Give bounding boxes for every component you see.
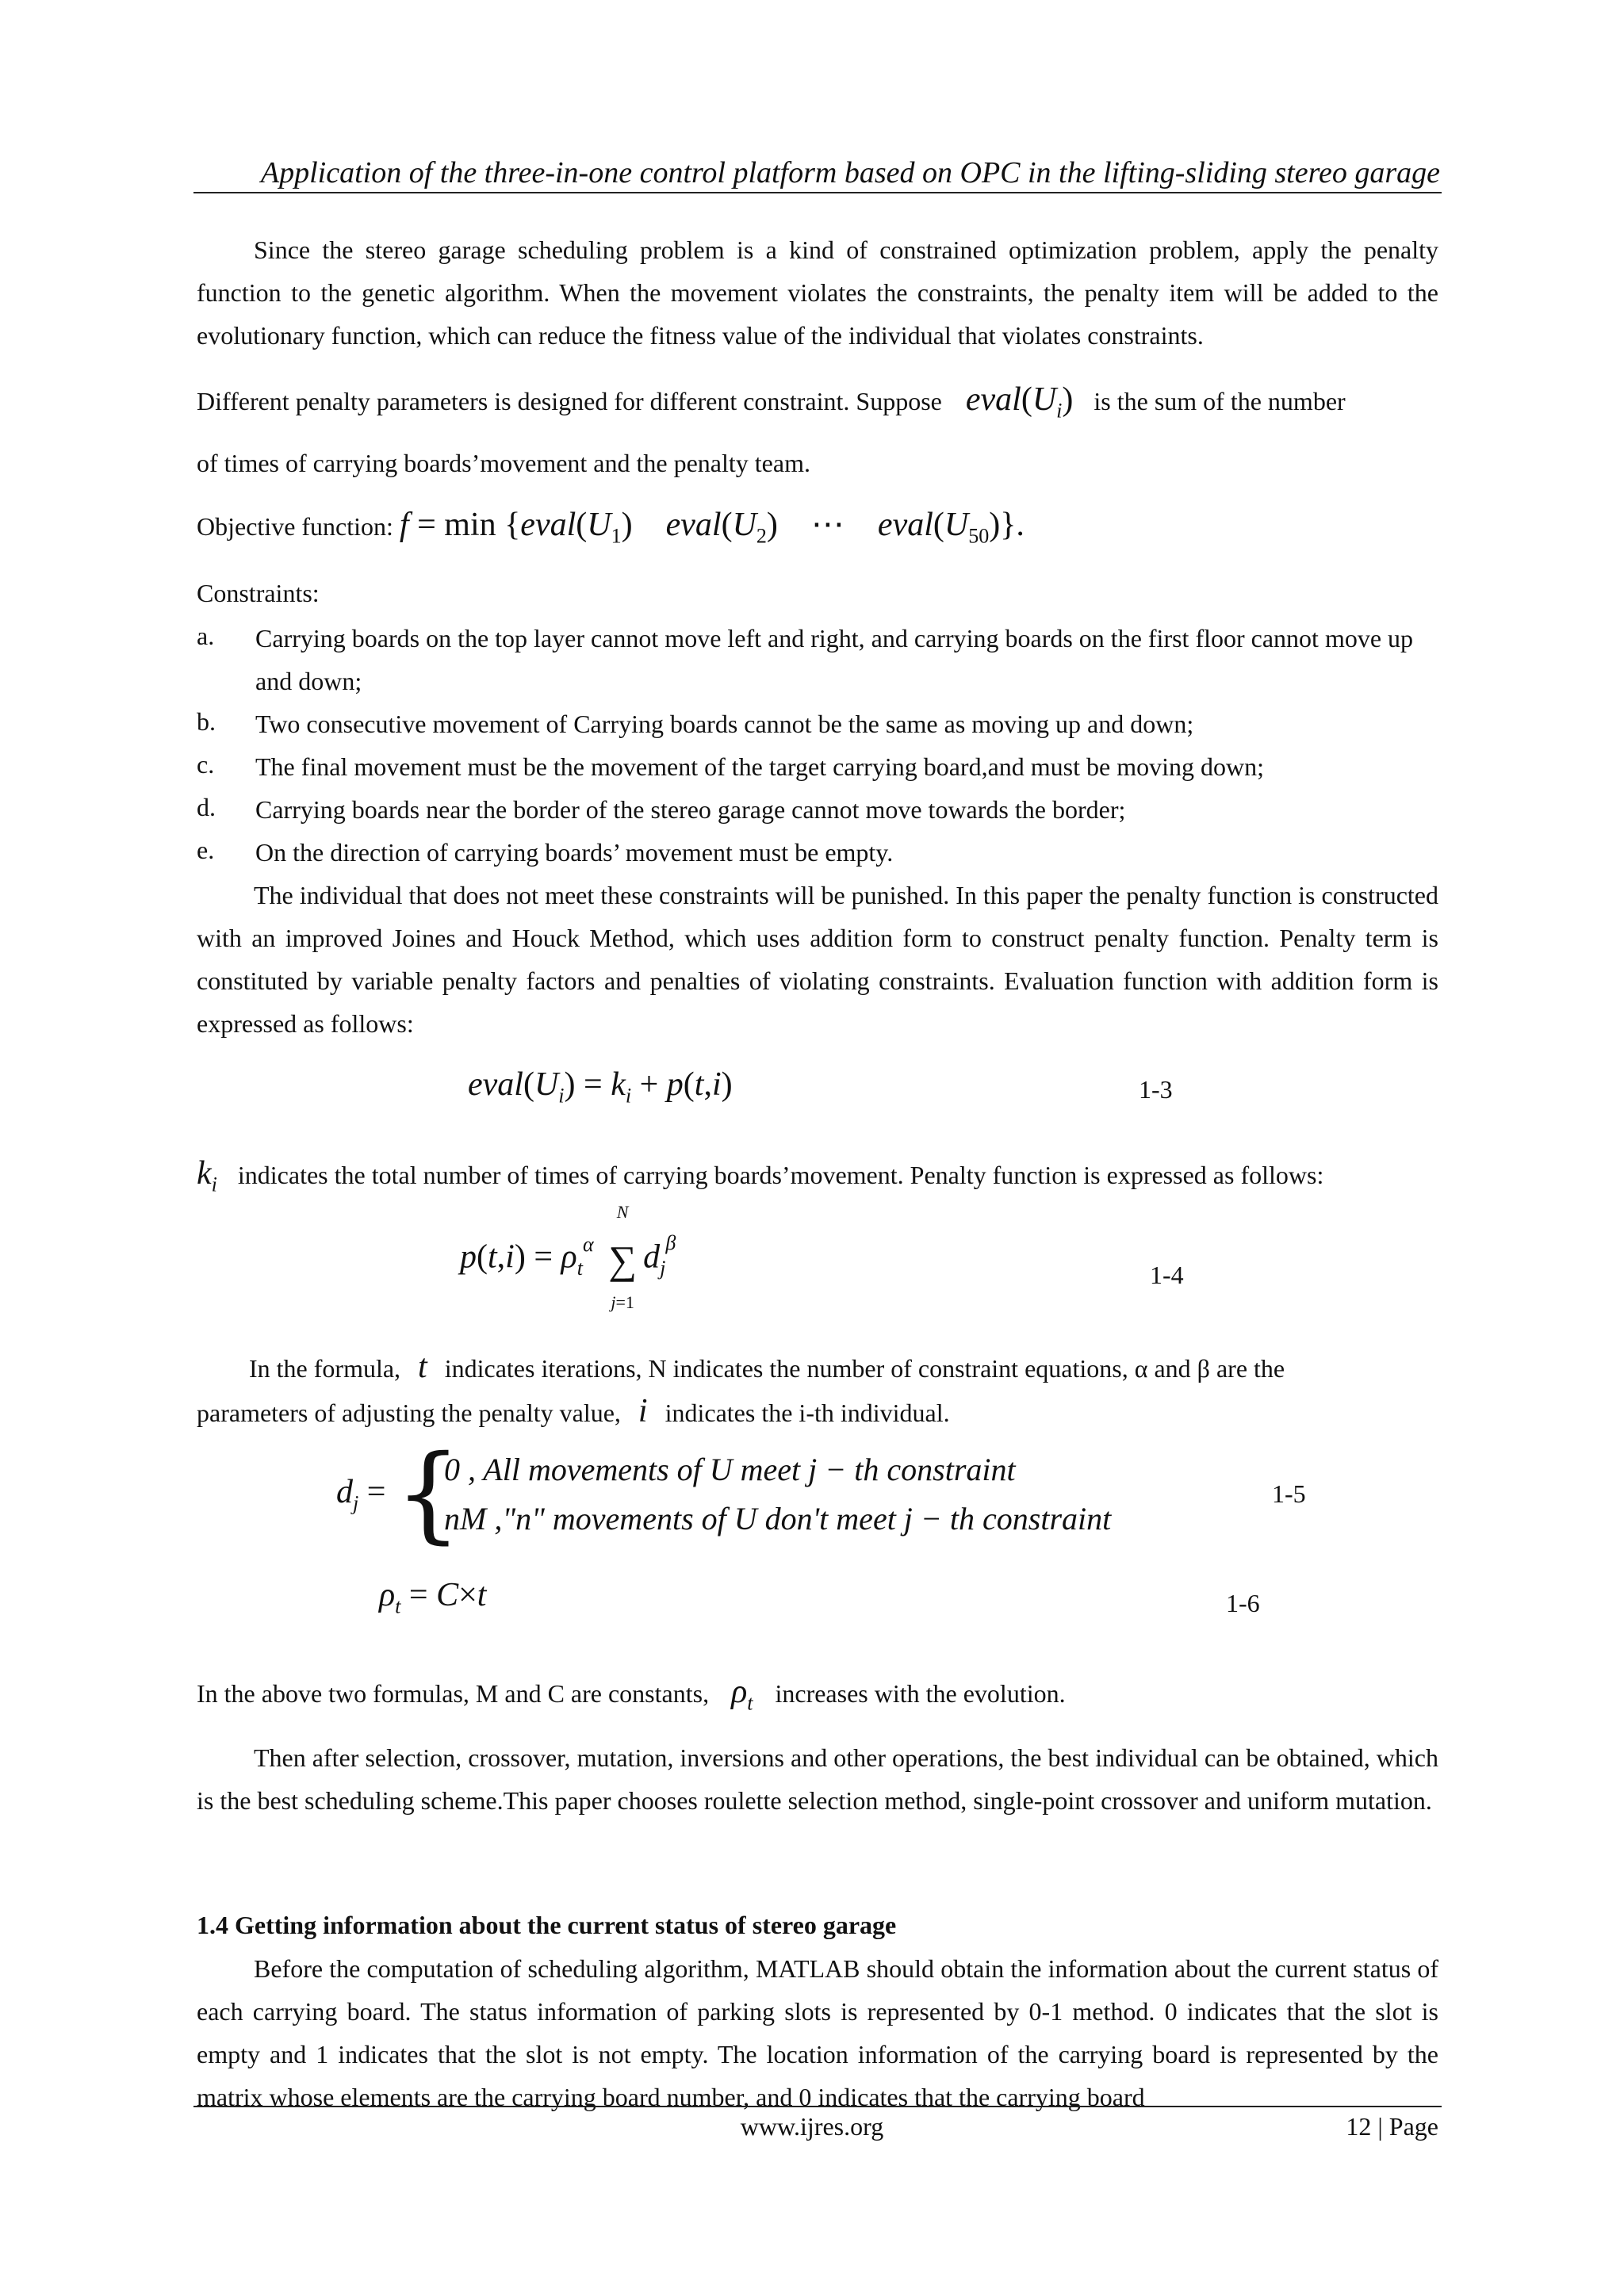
objective-function-line [197, 504, 1025, 548]
formula-text-c: parameters of adjusting the penalty value, [197, 1399, 621, 1427]
constants-text-before: In the above two formulas, M and C are constants, [197, 1679, 710, 1708]
formula-explanation-line-2 [197, 1392, 950, 1430]
ki-description: indicates the total number of times of carrying boards’movement. Penalty function is expressed as follows: [237, 1161, 1324, 1189]
constraint-b-marker: b. [197, 707, 216, 736]
constraint-c-text: The final movement must be the movement of the target carrying board,and must be moving down; [255, 752, 1264, 781]
formula-text-b: indicates iterations, N indicates the number of constraint equations, α and β are the [444, 1354, 1285, 1383]
constraint-e-marker: e. [197, 836, 215, 864]
suppose-text-after: is the sum of the number [1094, 387, 1346, 415]
eval-ui-symbol: $eval(U_i)$ [965, 381, 1074, 423]
intro-line-3: of times of carrying boards’movement and the penalty team. [197, 449, 810, 477]
equation-1-4-number: 1-4 [1150, 1261, 1184, 1289]
formula-explanation-line-1 [197, 1348, 1438, 1386]
formula-text-d: indicates the i-th individual. [665, 1399, 950, 1427]
suppose-text-before: Different penalty parameters is designed for different constraint. Suppose [197, 387, 942, 415]
equation-1-4: $p(t,i) = \rho_t^\alpha$ N ∑ j=1 $d_j^\beta$ [460, 1202, 676, 1312]
constraint-b-text: Two consecutive movement of Carrying boards cannot be the same as moving up and down; [255, 710, 1194, 738]
equation-1-5-lhs: $d_j$ = [336, 1474, 386, 1515]
equation-1-5-brace: { [395, 1433, 462, 1555]
equation-1-6: $\rho_t = C\times t$ [379, 1577, 487, 1618]
section-1-4-heading: 1.4 Getting information about the current status of stereo garage [197, 1911, 897, 1939]
penalty-paragraph: The individual that does not meet these constraints will be punished. In this paper the penalty function is constructed with an improved Joines and Houck Method, which uses addition form to construct penalty function. Penalty term is constituted by variable penalty factors and penalties of violating constraints. Evaluation function with addition form is expressed as follows: [197, 881, 1438, 1038]
suppose-line [197, 381, 1346, 423]
equation-1-5-case-1: 0 , All movements of U meet j − th constraint [444, 1452, 1016, 1487]
constraint-e-text: On the direction of carrying boards’ movement must be empty. [255, 838, 894, 867]
equation-1-6-number: 1-6 [1226, 1589, 1260, 1617]
formula-text-a: In the formula, [249, 1354, 401, 1383]
equation-1-5-case-2: nM ,"n" movements of U don't meet j − th constraint [444, 1501, 1112, 1536]
constraint-c-marker: c. [197, 750, 215, 779]
header-rule [193, 192, 1442, 193]
t-symbol: t [418, 1349, 427, 1385]
running-title: Application of the three-in-one control platform based on OPC in the lifting-sliding stereo garage [260, 156, 1440, 189]
footer-page-number: 12 | Page [1346, 2112, 1438, 2141]
equation-1-3: $eval(U_i) = k_i + p(t,i)$ [468, 1066, 733, 1108]
constraints-title: Constraints: [197, 579, 320, 607]
constants-line [197, 1673, 1066, 1715]
rho-t-symbol: $\rho_t$ [731, 1674, 753, 1715]
selection-paragraph: Then after selection, crossover, mutation, inversions and other operations, the best individual can be obtained, which is the best scheduling scheme.This paper chooses roulette selection method, single-point crossover and uniform mutation. [197, 1743, 1438, 1815]
ki-symbol: $k_i$ [197, 1155, 217, 1196]
intro-paragraph: Since the stereo garage scheduling problem is a kind of constrained optimization problem, apply the penalty function to the genetic algorithm. When the movement violates the constraints, the penalty item will be added to the evolutionary function, which can reduce the fitness value of the individual that violates constraints. [197, 235, 1438, 350]
footer-rule [193, 2106, 1442, 2107]
section-1-4-paragraph: Before the computation of scheduling algorithm, MATLAB should obtain the information about the current status of each carrying board. The status information of parking slots is represented by 0-1 method. 0 indicates that the slot is empty and 1 indicates that the slot is not empty. The location information of the carrying board is represented by the matrix whose elements are the carrying board number, and 0 indicates that the carrying board [197, 1954, 1438, 2111]
i-symbol: i [638, 1393, 648, 1429]
equation-1-5-number: 1-5 [1272, 1479, 1306, 1508]
constraint-d-marker: d. [197, 793, 216, 821]
footer-website: www.ijres.org [740, 2112, 884, 2141]
equation-1-3-number: 1-3 [1139, 1075, 1173, 1104]
ki-line [197, 1154, 1323, 1196]
constraint-a-marker: a. [197, 622, 215, 650]
objective-label: Objective function: [197, 512, 393, 541]
constants-text-after: increases with the evolution. [775, 1679, 1066, 1708]
constraint-a-text: Carrying boards on the top layer cannot move left and right, and carrying boards on the first floor cannot move up and down; [255, 624, 1414, 695]
constraint-d-text: Carrying boards near the border of the stereo garage cannot move towards the border; [255, 795, 1126, 824]
objective-formula: $f = \min \{eval(U_1)$ $eval(U_2)$ ⋯ $eval(U_{50})$}. [399, 507, 1025, 548]
